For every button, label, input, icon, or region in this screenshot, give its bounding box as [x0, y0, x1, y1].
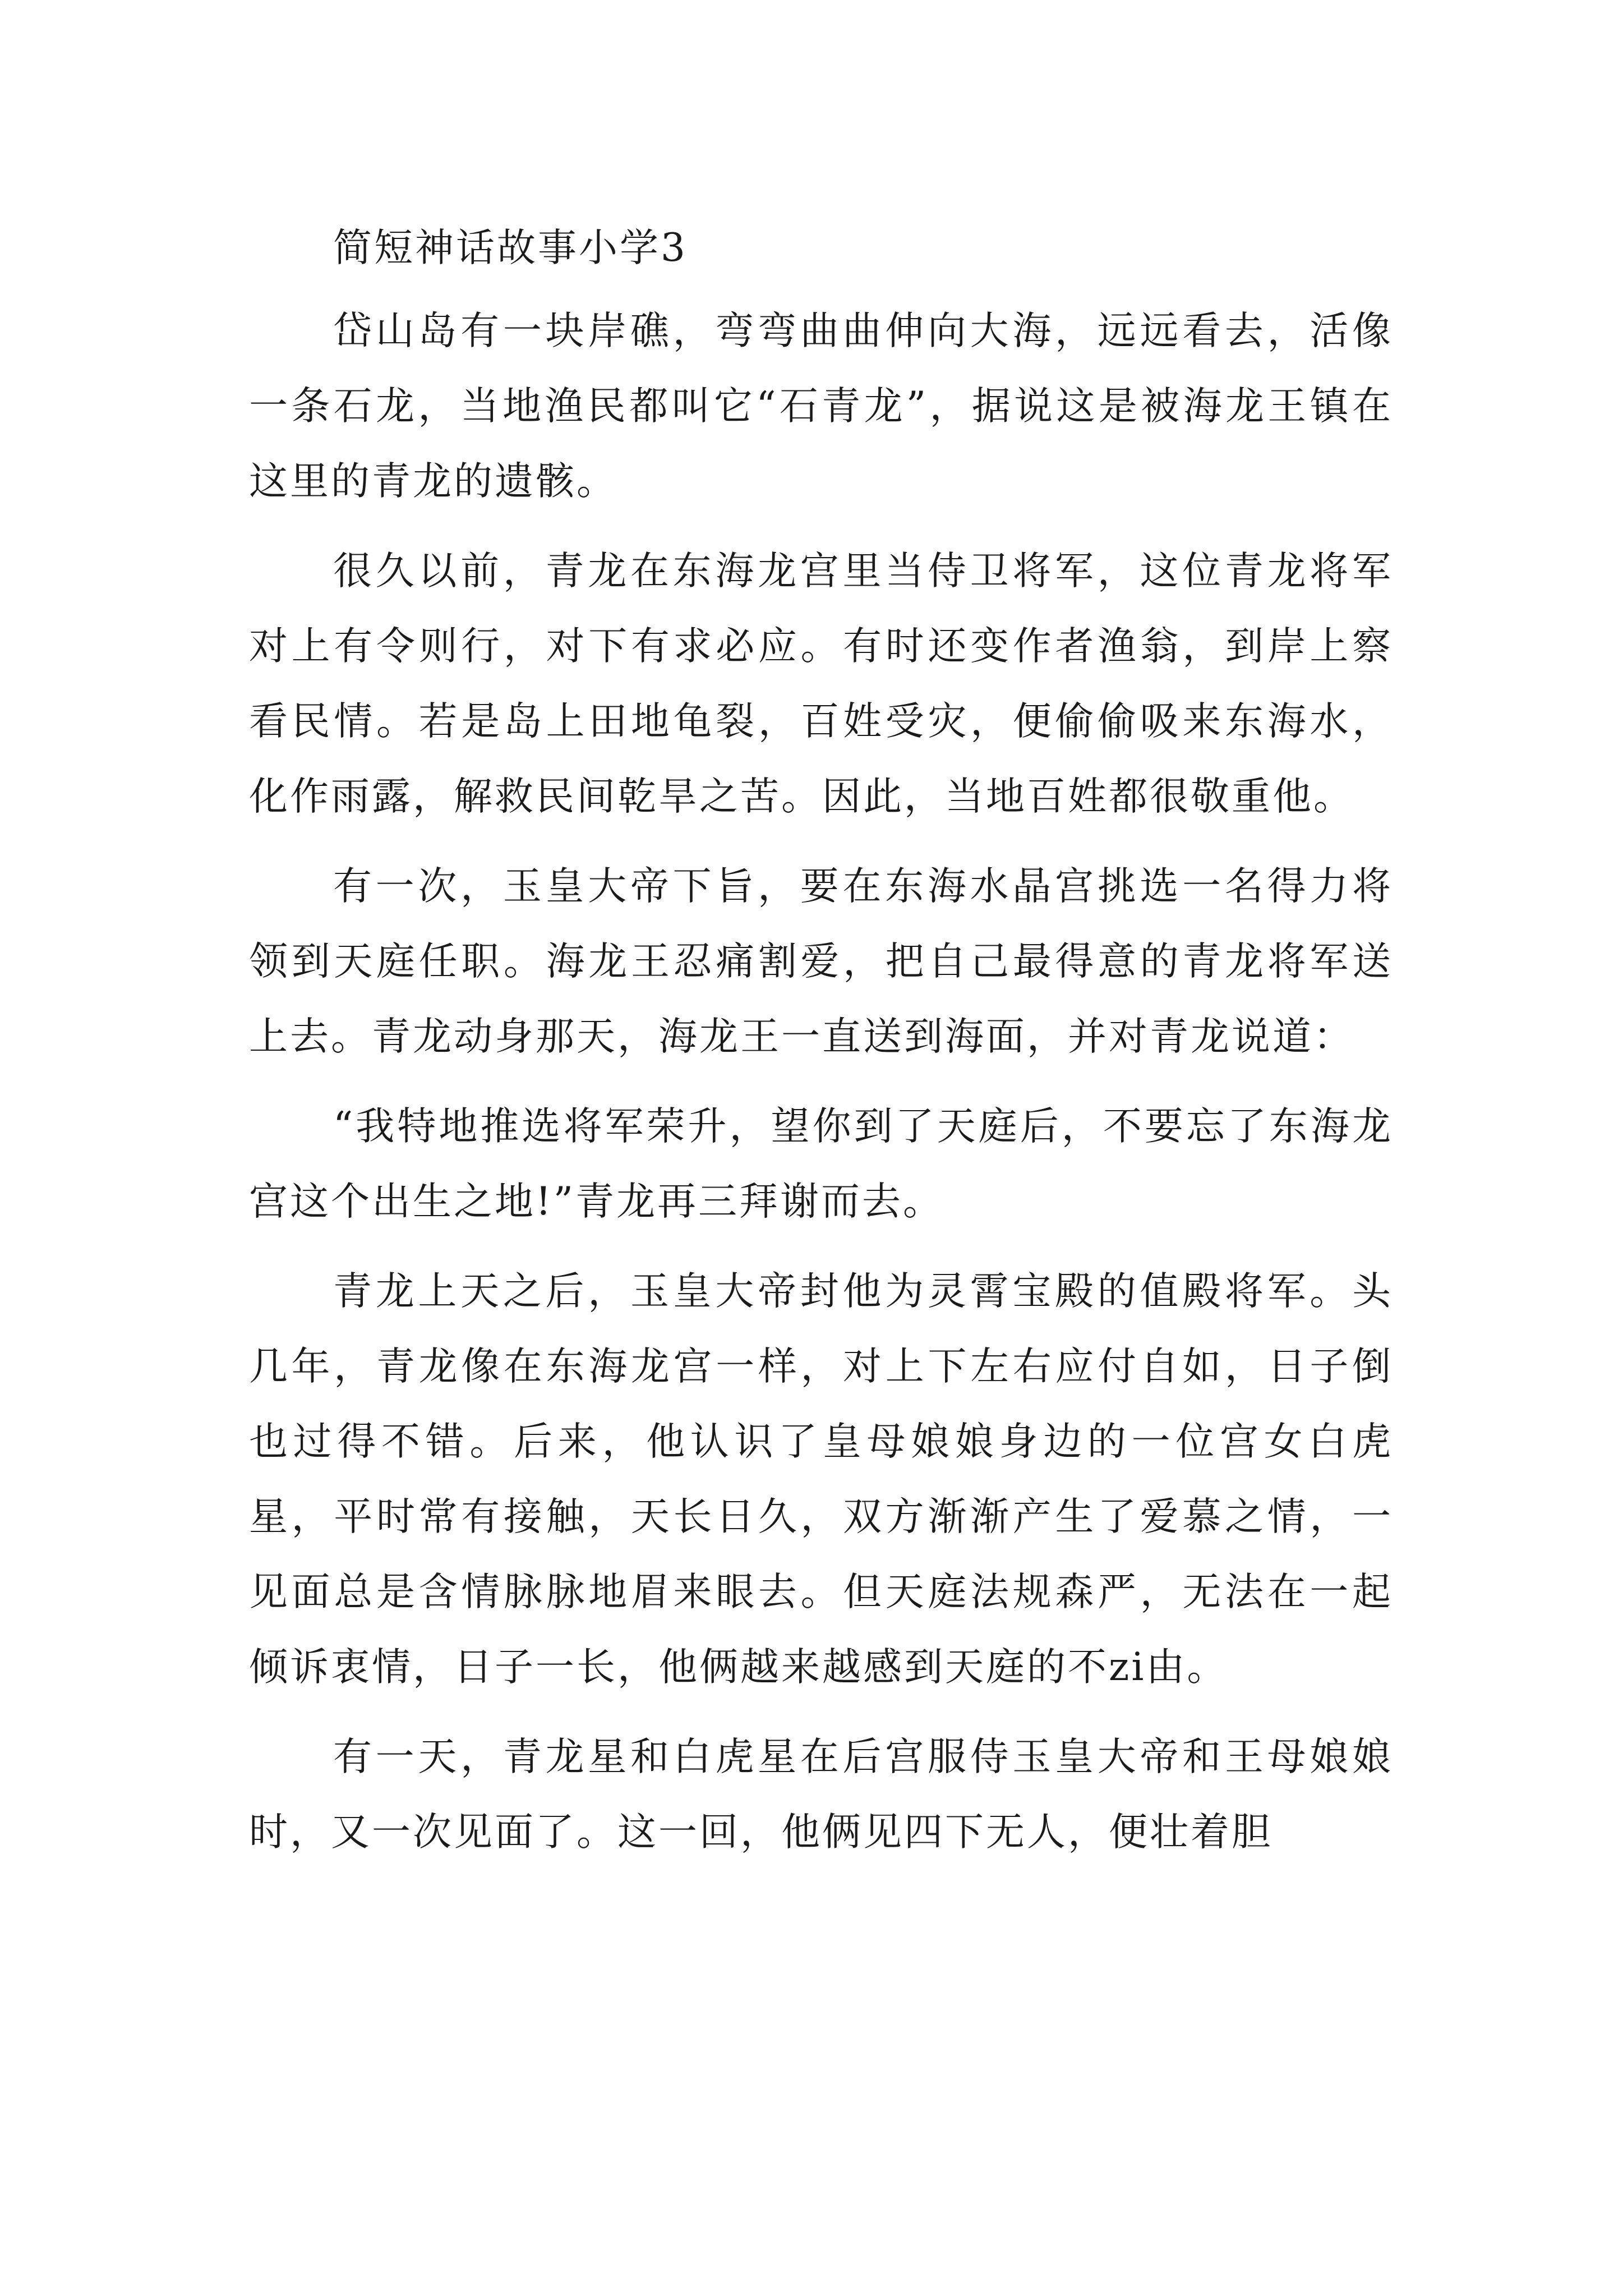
paragraph-1: 岱山岛有一块岸礁，弯弯曲曲伸向大海，远远看去，活像一条石龙，当地渔民都叫它“石青龙”，据说这是被海龙王镇在这里的青龙的遗骸。 [249, 309, 1393, 504]
paragraph-2: 很久以前，青龙在东海龙宫里当侍卫将军，这位青龙将军对上有令则行，对下有求必应。有时还变作者渔翁，到岸上察看民情。若是岛上田地龟裂，百姓受灾，便偷偷吸来东海水，化作雨露，解救民间乾旱之苦。因此，当地百姓都很敬重他。 [249, 549, 1393, 819]
paragraph-6: 有一天，青龙星和白虎星在后宫服侍玉皇大帝和王母娘娘时，又一次见面了。这一回，他俩见四下无人，便壮着胆 [249, 1734, 1393, 1855]
paragraph-4: “我特地推选将军荣升，望你到了天庭后，不要忘了东海龙宫这个出生之地!”青龙再三拜谢而去。 [249, 1104, 1393, 1224]
document-body [249, 210, 1393, 1884]
paragraph-3: 有一次，玉皇大帝下旨，要在东海水晶宫挑选一名得力将领到天庭任职。海龙王忍痛割爱，把自己最得意的青龙将军送上去。青龙动身那天，海龙王一直送到海面，并对青龙说道： [249, 864, 1393, 1059]
document-title: 简短神话故事小学3 [333, 226, 688, 270]
paragraph-5: 青龙上天之后，玉皇大帝封他为灵霄宝殿的值殿将军。头几年，青龙像在东海龙宫一样，对上下左右应付自如，日子倒也过得不错。后来，他认识了皇母娘娘身边的一位宫女白虎星，平时常有接触，天长日久，双方渐渐产生了爱慕之情，一见面总是含情脉脉地眉来眼去。但天庭法规森严，无法在一起倾诉衷情，日子一长，他俩越来越感到天庭的不zi由。 [249, 1269, 1393, 1690]
